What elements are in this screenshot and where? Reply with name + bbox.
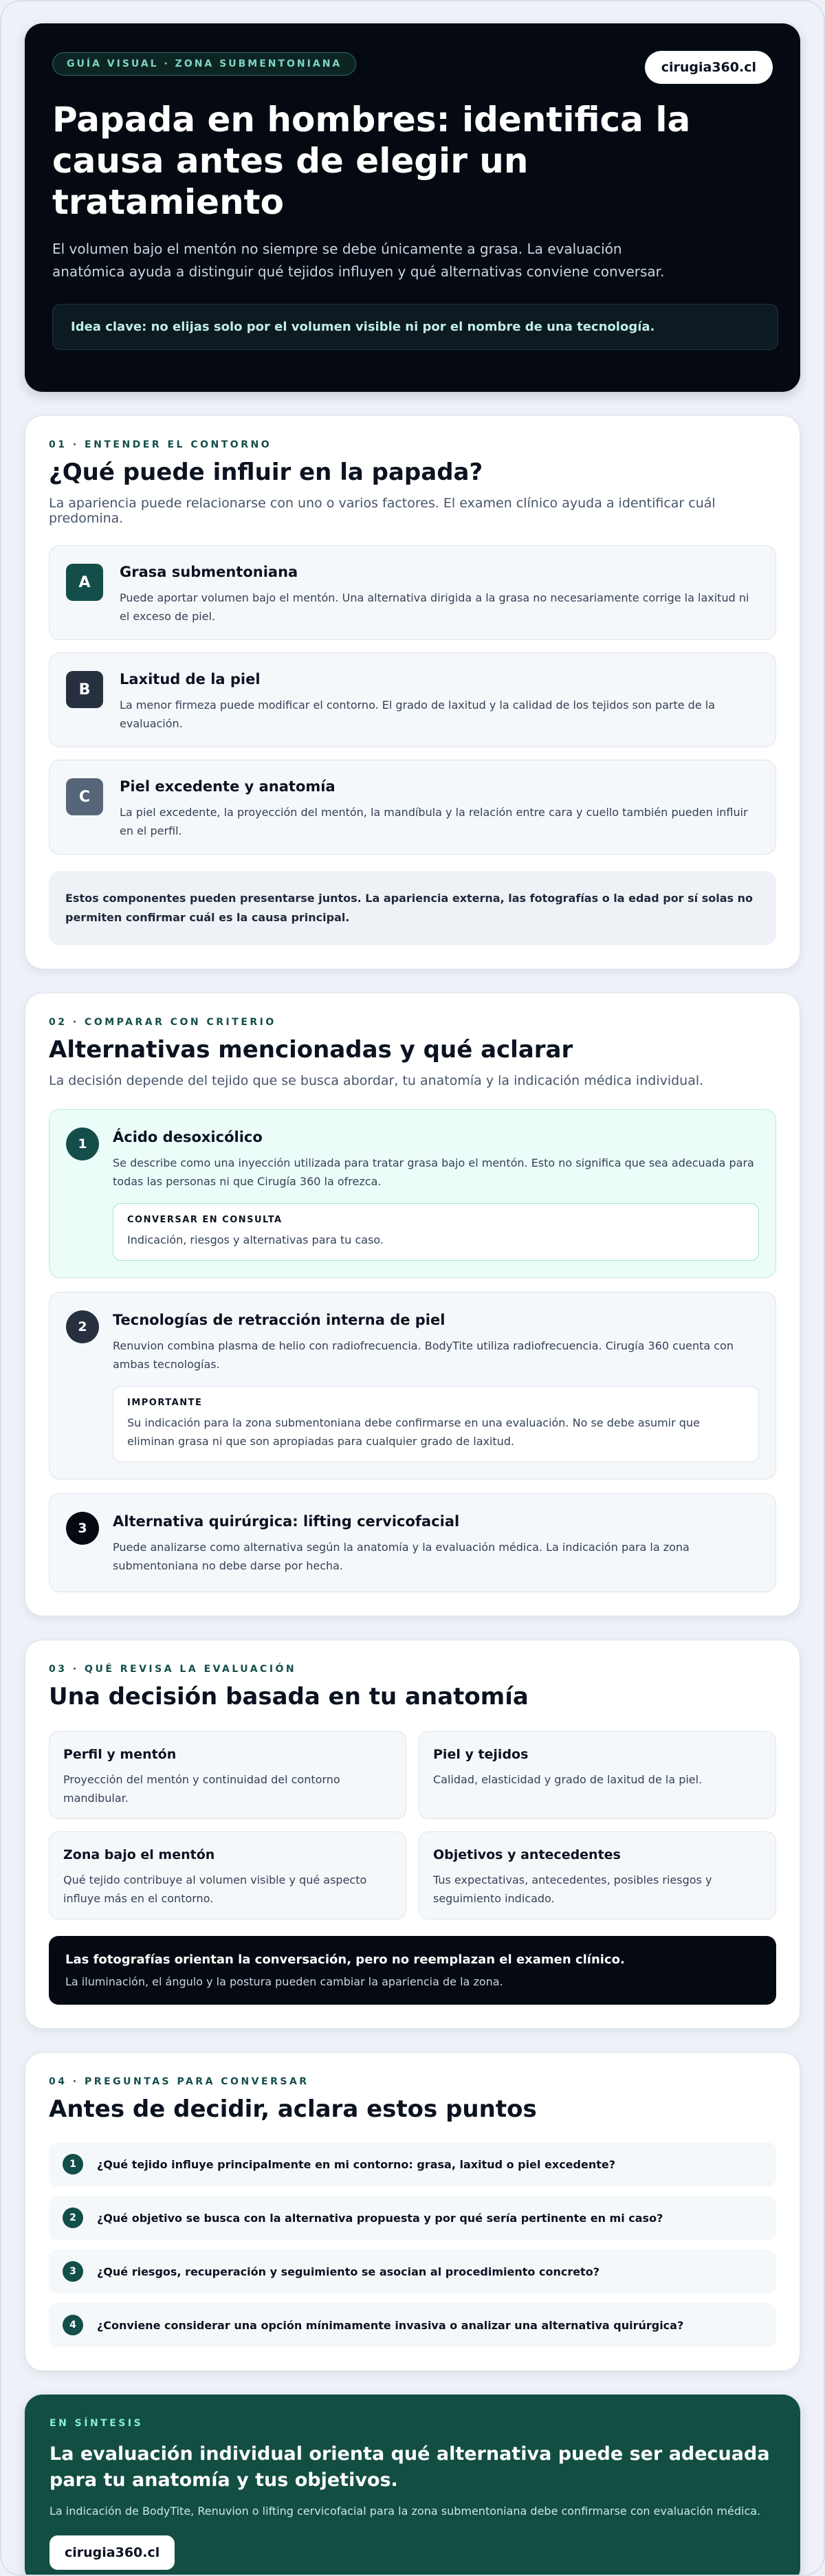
factor-letter-badge: A — [66, 564, 103, 601]
hero-section — [25, 23, 800, 392]
site-link[interactable]: cirugia360.cl — [645, 51, 773, 84]
question-item — [49, 2249, 776, 2293]
section-evaluation — [25, 1640, 800, 2029]
factor-title: Grasa submentoniana — [120, 564, 298, 580]
hero-badge: GUÍA VISUAL · ZONA SUBMENTONIANA — [52, 52, 356, 76]
question-number: 1 — [63, 2154, 83, 2175]
callout-text: Su indicación para la zona submentoniana debe confirmarse en una evaluación. No se debe asumir que eliminan grasa ni que son apropiadas para cualquier grado de laxitud. — [127, 1416, 700, 1448]
question-text: ¿Qué objetivo se busca con la alternativa propuesta y por qué sería pertinente en mi caso? — [97, 2211, 663, 2225]
question-number: 2 — [63, 2208, 83, 2228]
evaluation-item — [419, 1731, 776, 1819]
alternative-number: 2 — [66, 1310, 99, 1343]
question-item — [49, 2303, 776, 2347]
factor-item — [49, 652, 776, 747]
photo-note-title: Las fotografías orientan la conversación, pero no reemplazan el examen clínico. — [65, 1952, 625, 1967]
question-number: 4 — [63, 2315, 83, 2335]
section-title: Alternativas mencionadas y qué aclarar — [49, 1036, 573, 1064]
factor-letter-badge: B — [66, 671, 103, 708]
summary-kicker: EN SÍNTESIS — [50, 2418, 144, 2429]
factor-text: La piel excedente, la proyección del mentón, la mandíbula y la relación entre cara y cuello también pueden influir en el perfil. — [120, 806, 748, 837]
callout-text: Indicación, riesgos y alternativas para tu caso. — [127, 1233, 384, 1246]
alternative-item — [49, 1493, 776, 1592]
section-note: Estos componentes pueden presentarse juntos. La apariencia externa, las fotografías o la edad por sí solas no permiten confirmar cuál es la causa principal. — [49, 871, 776, 945]
callout-label: IMPORTANTE — [127, 1398, 203, 1408]
question-text: ¿Qué riesgos, recuperación y seguimiento se asocian al procedimiento concreto? — [97, 2265, 600, 2278]
evaluation-item-text: Tus expectativas, antecedentes, posibles riesgos y seguimiento indicado. — [433, 1873, 712, 1905]
factor-text: Puede aportar volumen bajo el mentón. Una alternativa dirigida a la grasa no necesariamente corrige la laxitud ni el exceso de piel. — [120, 591, 749, 623]
evaluation-grid — [49, 1731, 776, 1919]
evaluation-item-title: Piel y tejidos — [433, 1747, 529, 1762]
factor-list — [49, 545, 776, 855]
evaluation-item-text: Qué tejido contribuye al volumen visible y qué aspecto influye más en el contorno. — [63, 1873, 367, 1905]
evaluation-item — [419, 1831, 776, 1919]
alternative-list — [49, 1109, 776, 1592]
alternative-title: Ácido desoxicólico — [113, 1129, 263, 1145]
question-item — [49, 2196, 776, 2240]
section-alternatives — [25, 993, 800, 1616]
question-number: 3 — [63, 2261, 83, 2282]
callout-label: CONVERSAR EN CONSULTA — [127, 1215, 283, 1225]
question-text: ¿Qué tejido influye principalmente en mi contorno: grasa, laxitud o piel excedente? — [97, 2157, 615, 2171]
section-kicker: 03 · QUÉ REVISA LA EVALUACIÓN — [49, 1664, 297, 1675]
alternative-item — [49, 1109, 776, 1278]
hero-subtitle: El volumen bajo el mentón no siempre se debe únicamente a grasa. La evaluación anatómica ayuda a distinguir qué tejidos influyen y qué alternativas conviene conversar. — [52, 241, 665, 280]
section-lead: La apariencia puede relacionarse con uno o varios factores. El examen clínico ayuda a identificar cuál predomina. — [49, 496, 716, 526]
summary-site-button[interactable]: cirugia360.cl — [50, 2535, 175, 2570]
factor-text: La menor firmeza puede modificar el contorno. El grado de laxitud y la calidad de los tejidos son parte de la evaluación. — [120, 698, 715, 730]
alternative-title: Tecnologías de retracción interna de piel — [113, 1312, 446, 1328]
evaluation-item-title: Objetivos y antecedentes — [433, 1847, 621, 1862]
evaluation-item — [49, 1831, 406, 1919]
section-lead: La decisión depende del tejido que se busca abordar, tu anatomía y la indicación médica individual. — [49, 1073, 704, 1088]
alternative-item — [49, 1292, 776, 1479]
evaluation-item-text: Calidad, elasticidad y grado de laxitud de la piel. — [433, 1773, 703, 1786]
factor-item — [49, 545, 776, 640]
section-title: Antes de decidir, aclara estos puntos — [49, 2095, 537, 2123]
alternative-callout — [113, 1386, 759, 1462]
alternative-text: Renuvion combina plasma de helio con radiofrecuencia. BodyTite utiliza radiofrecuencia. Cirugía 360 cuenta con ambas tecnologías. — [113, 1339, 734, 1371]
factor-title: Piel excedente y anatomía — [120, 778, 336, 795]
question-text: ¿Conviene considerar una opción mínimamente invasiva o analizar una alternativa quirúrgica? — [97, 2318, 684, 2332]
photo-note-text: La iluminación, el ángulo y la postura pueden cambiar la apariencia de la zona. — [65, 1975, 503, 1988]
alternative-number: 1 — [66, 1127, 99, 1160]
section-title: ¿Qué puede influir en la papada? — [49, 459, 483, 486]
evaluation-item-title: Perfil y mentón — [63, 1747, 177, 1762]
key-idea-box: Idea clave: no elijas solo por el volumen visible ni por el nombre de una tecnología. — [52, 304, 778, 350]
evaluation-item — [49, 1731, 406, 1819]
factor-letter-badge: C — [66, 778, 103, 815]
summary-text: La indicación de BodyTite, Renuvion o lifting cervicofacial para la zona submentoniana debe confirmarse con evaluación médica. — [50, 2505, 761, 2518]
section-kicker: 01 · ENTENDER EL CONTORNO — [49, 439, 272, 450]
summary-section — [25, 2395, 800, 2576]
question-list — [49, 2142, 776, 2347]
photo-note — [49, 1936, 776, 2005]
section-title: Una decisión basada en tu anatomía — [49, 1683, 529, 1710]
section-kicker: 02 · COMPARAR CON CRITERIO — [49, 1017, 276, 1028]
section-contour — [25, 415, 800, 969]
summary-title: La evaluación individual orienta qué alternativa puede ser adecuada para tu anatomía y tus objetivos. — [50, 2443, 770, 2491]
section-kicker: 04 · PREGUNTAS PARA CONVERSAR — [49, 2076, 309, 2087]
alternative-title: Alternativa quirúrgica: lifting cervicofacial — [113, 1513, 460, 1530]
alternative-number: 3 — [66, 1512, 99, 1545]
section-questions — [25, 2052, 800, 2371]
question-item — [49, 2142, 776, 2186]
alternative-text: Se describe como una inyección utilizada para tratar grasa bajo el mentón. Esto no significa que sea adecuada para todas las personas ni que Cirugía 360 la ofrezca. — [113, 1156, 754, 1188]
page-title: Papada en hombres: identifica la causa antes de elegir un tratamiento — [52, 100, 691, 222]
factor-title: Laxitud de la piel — [120, 671, 261, 687]
alternative-text: Puede analizarse como alternativa según la anatomía y la evaluación médica. La indicación para la zona submentoniana no debe darse por hecha. — [113, 1541, 690, 1572]
alternative-callout — [113, 1203, 759, 1261]
evaluation-item-title: Zona bajo el mentón — [63, 1847, 215, 1862]
evaluation-item-text: Proyección del mentón y continuidad del contorno mandibular. — [63, 1773, 340, 1805]
factor-item — [49, 760, 776, 855]
